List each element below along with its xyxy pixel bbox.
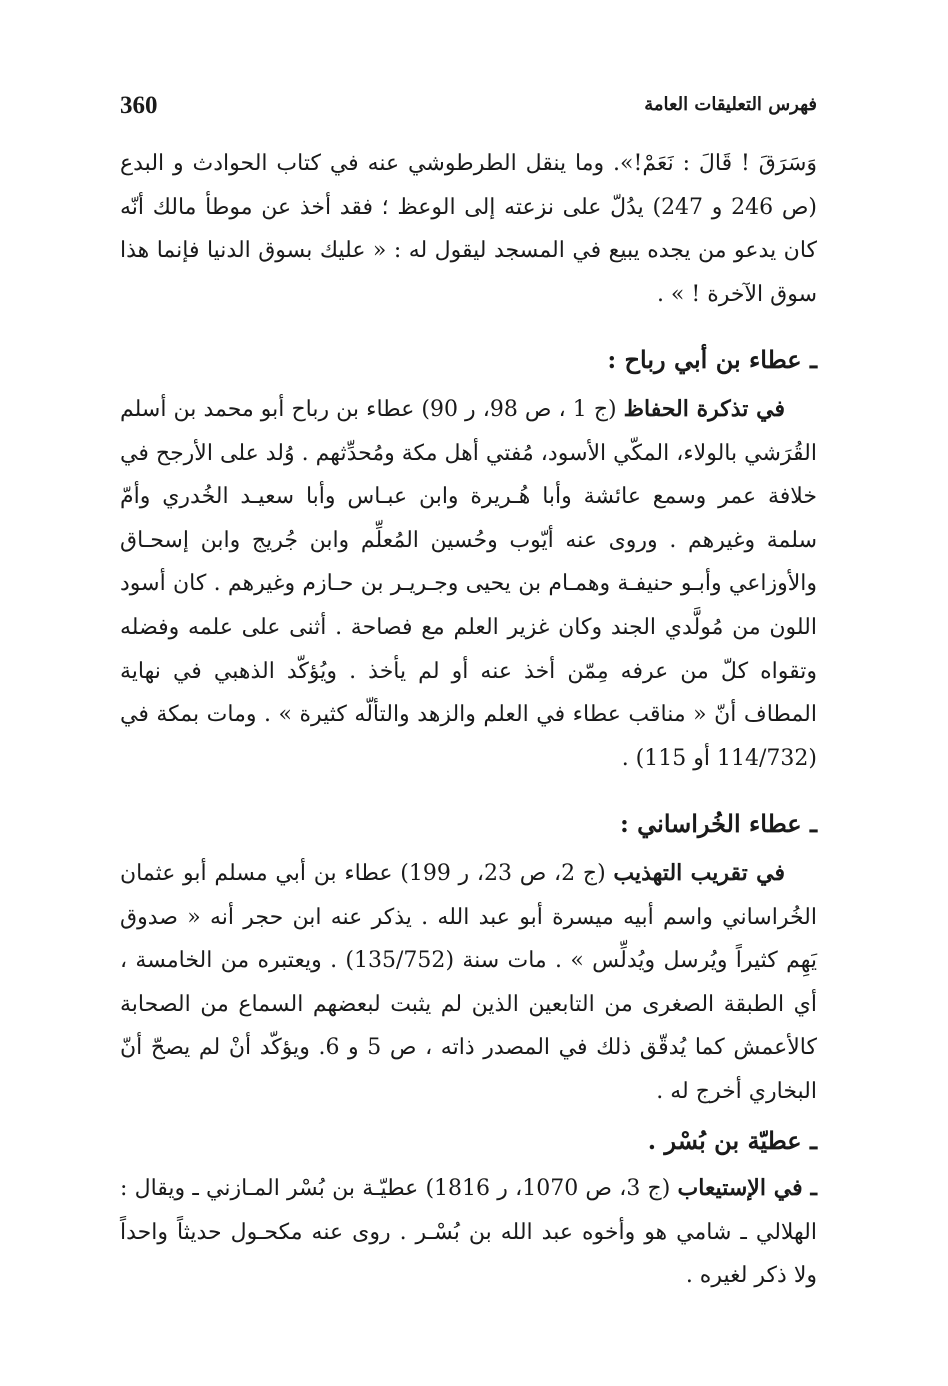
entry-istiab [120, 1167, 817, 1298]
entry-text: (ج 1 ، ص 98، ر 90) عطاء بن رباح أبو محمد بن أسلم القُرَشي بالولاء، المكّي الأسود، مُفتي أهل مكة ومُحدِّثهم . وُلد على الأرجح في خلافة عمر وسمع عائشة وأبا هُـريرة وابن عبـاس وأبا سعيـد الخُدري وأمّ سلمة وغيرهم . وروى عنه أيّوب وحُسين المُعلِّم وابن جُريج وابن إسحـاق والأوزاعي وأبـو حنيفـة وهمـام بن يحيى وجـريـر بن حـازم وغيرهم . كان أسود اللون من مُولَّدي الجند وكان غزير العلم مع فصاحة . أثنى على علمه وفضله وتقواه كلّ من عرفه مِمّن أخذ عنه أو لم يأخذ . ويُؤكّد الذهبي في نهاية المطاف أنّ « مناقب عطاء في العلم والزهد والتألّه كثيرة » . ومات بمكة في (114/732 أو 115) . [120, 396, 817, 771]
source-title: في الإستيعاب [677, 1175, 803, 1202]
intro-text: وَسَرَقَ ! قَالَ : نَعَمْ!». وما ينقل الطرطوشي عنه في كتاب الحوادث و البدع (ص 246 و 247) يدُلّ على نزعته إلى الوعظ ؛ فقد أخذ عن موطأ مالك أنّه كان يدعو من يجده يبيع في المسجد ليقول له : « عليك بسوق الدنيا فإنما هذا سوق الآخرة ! » . [120, 151, 817, 307]
page-body [120, 142, 817, 1298]
entry-dash: ـ [802, 1175, 817, 1202]
entry-heading-ata-khurasani: ـ عطاء الخُراساني : [619, 809, 817, 839]
entry-heading-ata-rabah: ـ عطاء بن أبي رباح : [607, 345, 817, 375]
page-header [120, 88, 817, 128]
entry-text: (ج 3، ص 1070، ر 1816) عطيّـة بن بُسْر المـازني ـ ويقال : الهلالي ـ شامي هو وأخوه عبد الله بن بُسْـر . روى عنه مكحـول حديثاً واحداً ولا ذكر لغيره . [120, 1176, 817, 1289]
intro-paragraph [120, 142, 817, 316]
entry-ata-khurasani [120, 852, 817, 1114]
entry-heading-atiyya-busr: ـ عطيّة بن بُسْر . [647, 1126, 817, 1156]
running-head: فهرس التعليقات العامة [644, 94, 817, 115]
entry-text: (ج 2، ص 23، ر 199) عطاء بن أبي مسلم أبو عثمان الخُراساني واسم أبيه ميسرة أبو عبد الله . يذكر عنه ابن حجر أنه « صدوق يَهِم كثيراً ويُرسل ويُدلِّس » . مات سنة (135/752) . ويعتبره من الخامسة ، أي الطبقة الصغرى من التابعين الذين لم يثبت لبعضهم السماع من الصحابة كالأعمش كما يُدقّق ذلك في المصدر ذاته ، ص 5 و 6. ويؤكّد أنْ لم يصحّ أنّ البخاري أخرج له . [120, 860, 818, 1104]
page-number: 360 [120, 92, 158, 119]
source-title: في تقريب التهذيب [613, 859, 785, 886]
entry-ata-rabah [120, 388, 817, 780]
source-title: في تذكرة الحفاظ [623, 395, 785, 422]
